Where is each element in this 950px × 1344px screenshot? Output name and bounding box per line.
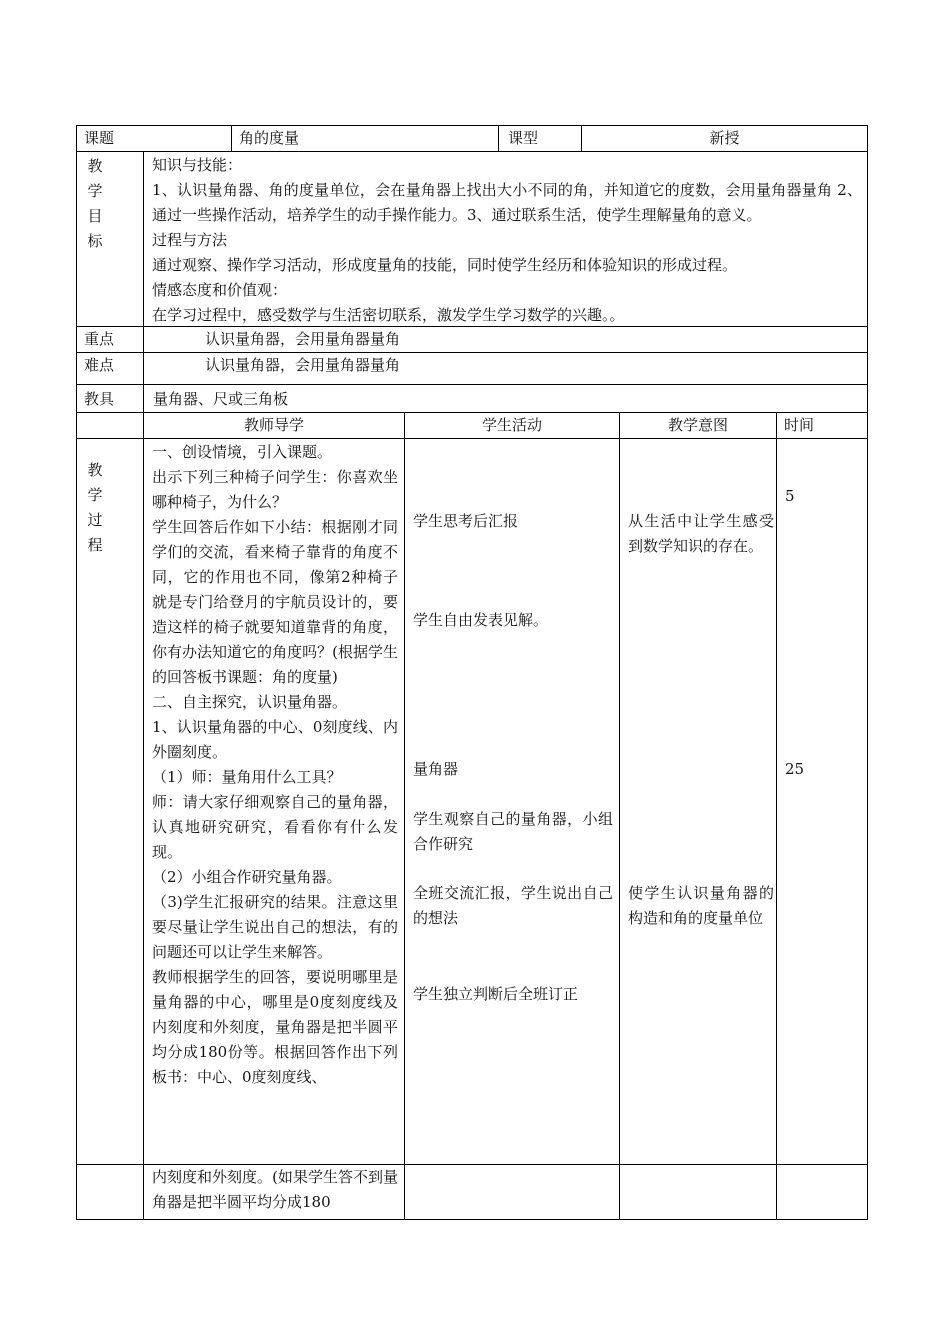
objectives-label-char: 标 — [87, 232, 103, 250]
teacher-line: 师：请大家仔细观察自己的量角器，认真地研究研究，看看你有什么发现。 — [152, 793, 398, 861]
teacher-line: （3)学生汇报研究的结果。注意这里要尽量让学生说出自己的想法，有的问题还可以让学生来解答。 — [152, 893, 398, 961]
tools-text: 量角器、尺或三角板 — [153, 390, 289, 408]
process-method-text: 通过观察、操作学习活动，形成度量角的技能，同时使学生经历和体验知识的形成过程。 — [152, 256, 738, 274]
lesson-type-value: 新授 — [709, 129, 740, 147]
teacher-guide-content — [152, 440, 398, 1090]
key-point-label: 重点 — [84, 330, 115, 348]
difficulty-label: 难点 — [84, 356, 115, 374]
teacher-line: （1）师：量角用什么工具？ — [152, 768, 342, 786]
continuation-teacher-text: 内刻度和外刻度。(如果学生答不到量角器是把半圆平均分成180 — [152, 1168, 398, 1211]
knowledge-title: 知识与技能： — [152, 156, 243, 174]
difficulty-row — [76, 352, 868, 385]
process-label-char: 学 — [87, 486, 103, 504]
teacher-line: （2）小组合作研究量角器。 — [152, 868, 342, 886]
time-item: 25 — [785, 760, 805, 778]
key-point-row — [76, 326, 868, 353]
topic-label: 课题 — [84, 129, 115, 147]
student-item: 学生思考后汇报 — [413, 512, 519, 530]
process-label — [80, 458, 110, 558]
process-method-title: 过程与方法 — [152, 231, 228, 249]
lesson-type-label: 课型 — [508, 129, 539, 147]
time-header: 时间 — [783, 416, 814, 434]
student-item: 全班交流汇报，学生说出自己的想法 — [413, 884, 613, 927]
student-item: 学生观察自己的量角器，小组合作研究 — [413, 810, 613, 853]
process-label-char: 程 — [87, 536, 103, 554]
teacher-line: 出示下列三种椅子问学生：你喜欢坐哪种椅子，为什么？ — [152, 468, 398, 511]
objectives-label — [80, 154, 110, 254]
student-item: 量角器 — [413, 760, 459, 778]
intent-item: 使学生认识量角器的构造和角的度量单位 — [628, 884, 774, 927]
intent-item: 从生活中让学生感受到数学知识的存在。 — [628, 512, 774, 555]
teacher-guide-header: 教师导学 — [243, 416, 304, 434]
student-item: 学生独立判断后全班订正 — [413, 985, 579, 1003]
time-item: 5 — [785, 487, 795, 505]
topic-value: 角的度量 — [239, 129, 300, 147]
teacher-line: 1、认识量角器的中心、0刻度线、内外圈刻度。 — [152, 718, 398, 761]
objectives-label-char: 教 — [87, 157, 103, 175]
objectives-label-char: 目 — [87, 207, 103, 225]
difficulty-text: 认识量角器，会用量角器量角 — [205, 356, 401, 374]
emotion-text: 在学习过程中，感受数学与生活密切联系，激发学生学习数学的兴趣。。 — [152, 306, 625, 324]
teacher-line: 二、自主探究，认识量角器。 — [152, 693, 348, 711]
student-activity-header: 学生活动 — [481, 416, 542, 434]
tools-label: 教具 — [84, 390, 115, 408]
teaching-intent-header: 教学意图 — [667, 416, 728, 434]
teacher-line: 学生回答后作如下小结：根据刚才同学们的交流，看来椅子靠背的角度不同，它的作用也不同，像第2种椅子就是专门给登月的宇航员设计的，要造这样的椅子就要知道靠背的角度，你有办法知道它的角度吗？(根据学生的回答板书课题：角的度量) — [152, 518, 398, 686]
student-item: 学生自由发表见解。 — [413, 611, 549, 629]
process-label-char: 教 — [87, 461, 103, 479]
knowledge-text: 1、认识量角器、角的度量单位，会在量角器上找出大小不同的角，并知道它的度数，会用量角器量角 2、通过一些操作活动，培养学生的动手操作能力。3、通过联系生活，使学生理解量角的意义。 — [152, 181, 862, 224]
objectives-content — [152, 153, 862, 328]
teacher-line: 教师根据学生的回答，要说明哪里是量角器的中心，哪里是0度刻度线及内刻度和外刻度，量角器是把半圆平均分成180份等。根据回答作出下列板书：中心、0度刻度线、 — [152, 968, 398, 1086]
objectives-label-char: 学 — [87, 182, 103, 200]
key-point-text: 认识量角器，会用量角器量角 — [205, 330, 401, 348]
process-label-char: 过 — [87, 511, 103, 529]
teacher-line: 一、创设情境，引入课题。 — [152, 443, 333, 461]
emotion-title: 情感态度和价值观： — [152, 281, 288, 299]
